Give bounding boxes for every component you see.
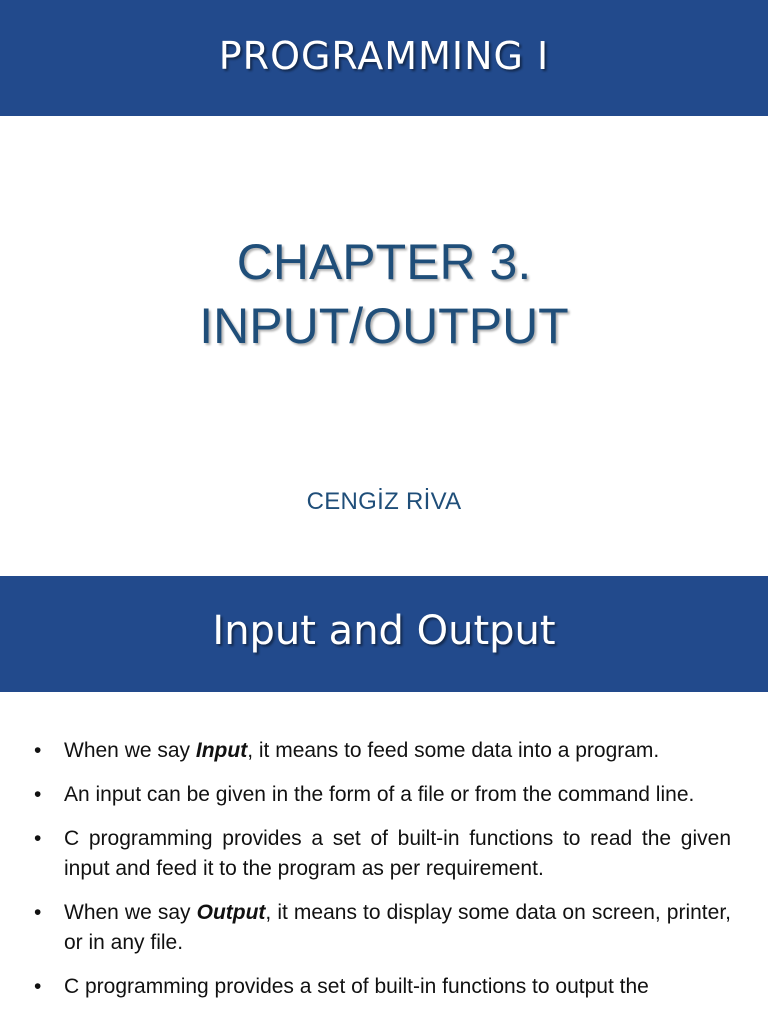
- bullet-icon: •: [34, 783, 42, 806]
- bullet-text: When we say: [64, 901, 197, 924]
- bullet-text: , it means to display some data on screen, printer, or in any file.: [64, 901, 731, 954]
- author-name: CENGİZ RİVA: [306, 488, 462, 515]
- bullet-text: C programming provides a set of built-in functions to read the given input and feed it to the program as per requirement.: [64, 827, 731, 880]
- bullet-item: [0, 780, 768, 810]
- bullet-text: C programming provides a set of built-in functions to output the: [64, 975, 649, 998]
- bullet-icon: •: [34, 975, 42, 998]
- bullet-text: An input can be given in the form of a file or from the command line.: [64, 783, 695, 806]
- bullet-emphasis: Input: [195, 739, 248, 762]
- bullet-icon: •: [34, 827, 42, 850]
- header-banner: [0, 0, 768, 116]
- bullet-text: , it means to feed some data into a program.: [247, 739, 660, 762]
- bullet-icon: •: [34, 739, 42, 762]
- bullet-item: [0, 898, 768, 958]
- bullet-list: [0, 736, 768, 1016]
- chapter-title-line-1: CHAPTER 3.: [236, 234, 532, 290]
- bullet-item: [0, 824, 768, 884]
- bullet-icon: •: [34, 901, 42, 924]
- header-title: PROGRAMMING I: [218, 34, 550, 78]
- chapter-title-line-2: INPUT/OUTPUT: [199, 298, 569, 354]
- bullet-item: [0, 736, 768, 766]
- bullet-item: [0, 972, 768, 1002]
- section-banner: [0, 576, 768, 692]
- chapter-title: [0, 230, 768, 358]
- section-title: Input and Output: [212, 608, 556, 654]
- bullet-emphasis: Output: [196, 901, 266, 924]
- bullet-text: When we say: [64, 739, 196, 762]
